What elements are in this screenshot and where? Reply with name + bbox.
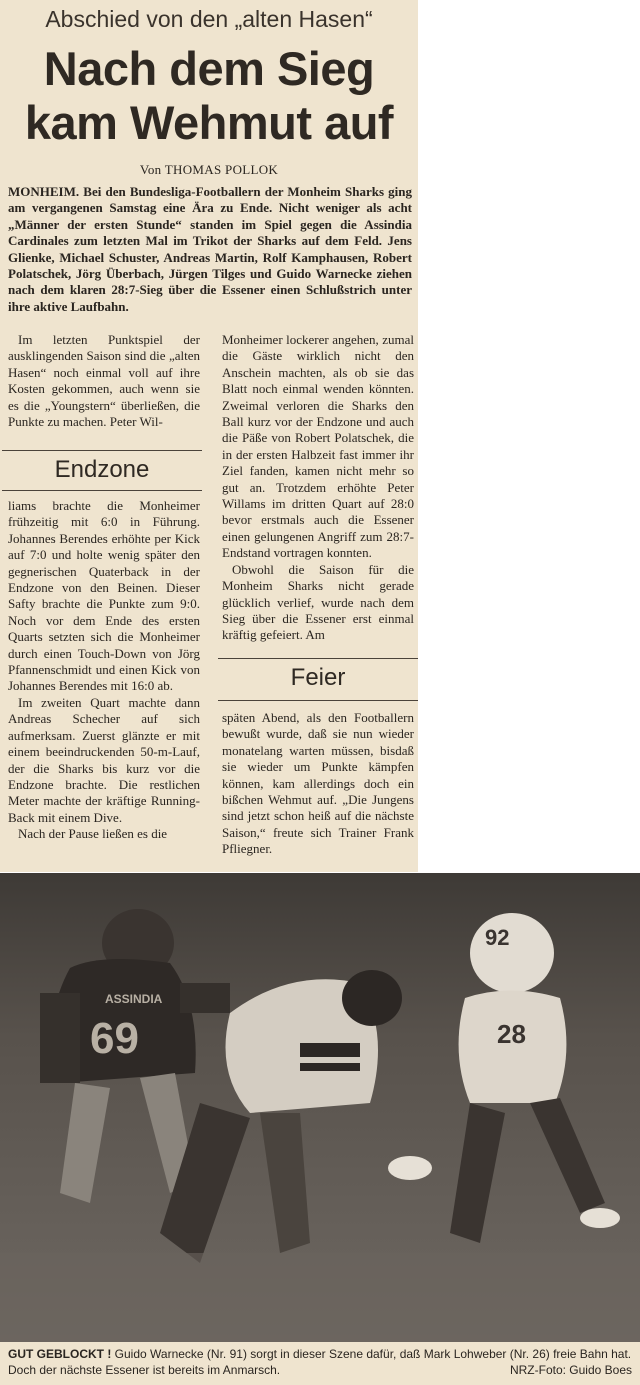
field-ground <box>0 1253 640 1343</box>
jersey-number-69: 69 <box>90 1014 139 1063</box>
subhead-endzone: Endzone <box>54 456 150 483</box>
divider <box>218 700 418 701</box>
paragraph: Im zweiten Quart machte dann Andreas Schecher auf sich aufmerksam. Zuerst glänzte er mit einem beeindruckenden 50-m-Lauf, der die Sharks bis kurz vor die Endzone brachte. Die restlichen Meter machte der kräftige Running-Back mit einem Dive. <box>8 694 200 825</box>
divider <box>218 658 418 659</box>
article-byline: Von THOMAS POLLOK <box>139 162 279 177</box>
headline-line-2: kam Wehmut auf <box>24 96 394 149</box>
photo-illustration <box>0 873 640 1343</box>
caption-text: Guido Warnecke (Nr. 91) sorgt in dieser Szene dafür, daß Mark Lohweber (Nr. 26) freie Bahn hat. Doch der nächste Essener ist bereits im Anmarsch. <box>8 1347 632 1377</box>
column-1-bottom <box>8 498 200 843</box>
caption-lead: GUT GEBLOCKT ! <box>8 1347 112 1361</box>
photo-credit: NRZ-Foto: Guido Boes <box>509 1363 632 1377</box>
column-2-bottom <box>222 710 414 858</box>
article-kicker: Abschied von den „alten Hasen“ <box>45 6 373 32</box>
paragraph: Obwohl die Saison für die Monheim Sharks nicht gerade glücklich verlief, wurde nach dem Sieg über die Essener erst einmal kräftig gefeiert. Am <box>222 561 414 643</box>
article-headline <box>0 42 418 150</box>
paragraph: Monheimer lockerer angehen, zumal die Gäste wirklich nicht den Anschein machten, als ob sie das Blatt noch einmal wenden könnten. Zweimal verloren die Sharks den Ball kurz vor der Endzone und auch die Päße von Robert Polatschek, die in der ersten Halbzeit fast immer ihr Ziel fanden, kamen nicht mehr so gut an. Trotzdem erhöhte Peter Willams im dritten Quart auf 28:0 bevor erstmals auch die Essener einen gelungenen Angriff zum 28:7-Endstand vortragen konnten. <box>222 332 414 561</box>
paragraph: späten Abend, als den Footballern bewußt wurde, daß sie nun wieder monatelang warten müssen, bisdaß sie wieder um Punkte kämpfen können, kam allerdings doch ein bißchen Wehmut auf. „Die Jungens sind jetzt schon heiß auf die nächste Saison,“ freute sich Trainer Frank Pfliegner. <box>222 710 414 857</box>
paragraph: Im letzten Punktspiel der ausklingenden Saison sind die „alten Hasen“ noch einmal voll auf ihre Kosten gekommen, auch wenn sie es die „Youngstern“ überließen, die Punkte zu machen. Peter Wil- <box>8 332 200 430</box>
column-1-top <box>8 332 200 430</box>
subhead-feier: Feier <box>290 664 346 691</box>
helmet-number-92: 92 <box>485 925 510 950</box>
newspaper-clipping <box>0 0 418 872</box>
paragraph: liams brachte die Monheimer frühzeitig mit 6:0 in Führung. Johannes Berendes erhöhte per Kick auf 7:0 und holte wenig später den gegnerischen Quaterback in der Endzone von den Beinen. Dieser Safty brachte die Punkte zum 9:0. Noch vor dem Ende des ersten Quarts setzten sich die Monheimer durch einen Touch-Down von Jörg Pfannenschmidt und einen Kick von Johannes Berendes mit 16:0 ab. <box>8 498 200 694</box>
jersey-number-28: 28 <box>497 1019 526 1049</box>
article-lead: MONHEIM. Bei den Bundesliga-Footballern der Monheim Sharks ging am vergangenen Samstag eine Ära zu Ende. Nicht weniger als acht „Männer der ersten Stunde“ standen im Spiel gegen die Assindia Cardinales zum letzten Mal im Trikot der Sharks auf dem Feld. Jens Glienke, Michael Schuster, Andreas Martin, Rolf Kamphausen, Robert Polatschek, Jörg Überbach, Jürgen Tilges und Guido Warnecke ziehen nach dem klaren 28:7-Sieg über die Essener einen Schlußstrich unter ihre aktive Laufbahn. <box>8 184 412 314</box>
football-photo <box>0 873 640 1385</box>
divider <box>2 450 202 451</box>
paragraph: Nach der Pause ließen es die <box>18 826 168 842</box>
jersey-text: ASSINDIA <box>105 992 163 1006</box>
photo-caption <box>0 1342 640 1385</box>
column-2-top <box>222 332 414 644</box>
divider <box>2 490 202 491</box>
headline-line-1: Nach dem Sieg <box>43 42 375 95</box>
